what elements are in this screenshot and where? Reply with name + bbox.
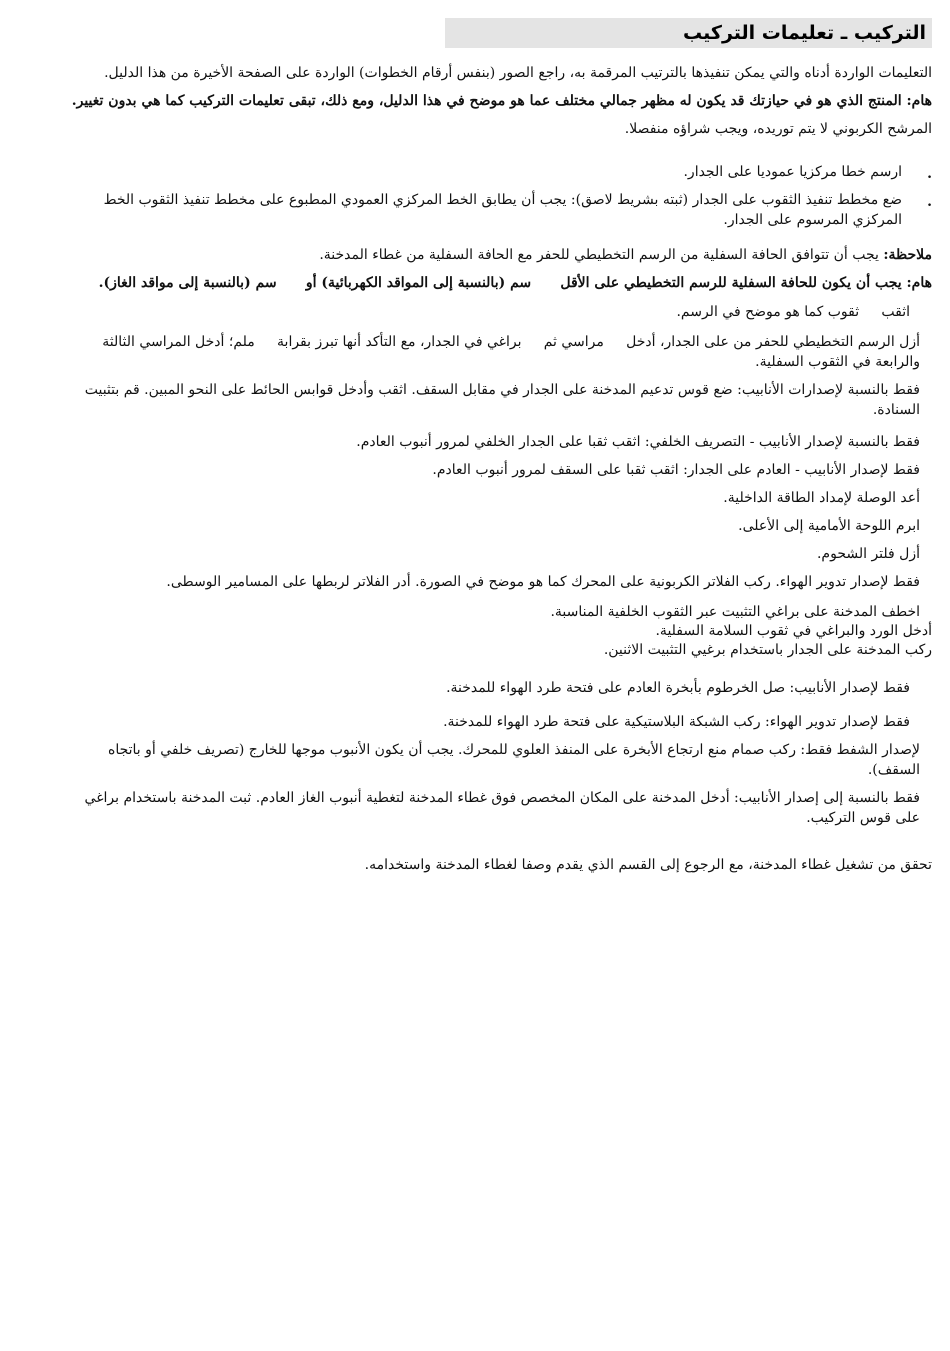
- flush-line: أدخل الورد والبراغي في ثقوب السلامة السفلية.: [655, 623, 932, 639]
- step-item: فقط بالنسبة إلى إصدار الأنابيب: أدخل المدخنة على المكان المخصص فوق غطاء المدخنة لتغطية أنبوب الغاز العادم. ثبت المدخنة باستخدام براغي على قوس التركيب.: [84, 790, 920, 826]
- bullet-dot: .: [927, 166, 932, 182]
- step-item: فقط بالنسبة لإصدار الأنابيب - التصريف الخلفي: اثقب ثقبا على الجدار الخلفي لمرور أنبوب العادم.: [356, 434, 920, 450]
- filter-note: المرشح الكربوني لا يتم توريده، ويجب شراؤه منفصلا.: [624, 121, 932, 137]
- step-item: أعد الوصلة لإمداد الطاقة الداخلية.: [723, 490, 920, 506]
- step-item: أزل فلتر الشحوم.: [816, 546, 920, 562]
- important-height-notice: هام: يجب أن يكون للحافة السفلية للرسم التخطيطي على الأقل سم (بالنسبة إلى المواقد الكهربائية) أو سم (بالنسبة إلى مواقد الغاز).: [98, 275, 932, 291]
- note-line: [20, 246, 932, 265]
- step-item: فقط لإصدار الأنابيب - العادم على الجدار: اثقب ثقبا على السقف لمرور أنبوب العادم.: [432, 462, 920, 478]
- step-item: فقط لإصدار الأنابيب: صل الخرطوم بأبخرة العادم على فتحة طرد الهواء للمدخنة.: [446, 680, 910, 696]
- section-header: [445, 18, 932, 48]
- bullet-dot: .: [927, 194, 932, 210]
- bullet-item: [20, 162, 932, 184]
- note-label: ملاحظة:: [883, 247, 932, 263]
- important-notice: هام: المنتج الذي هو في حيازتك قد يكون له مظهر جمالي مختلف عما هو موضح في هذا الدليل، ومع ذلك، تبقى تعليمات التركيب كما هي بدون تغيير.: [71, 93, 932, 109]
- intro-paragraph: التعليمات الواردة أدناه والتي يمكن تنفيذها بالترتيب المرقمة به، راجع الصور (بنفس أرقام الخطوات) الواردة على الصفحة الأخيرة من هذا الدليل.: [104, 65, 932, 81]
- step-item: ابرم اللوحة الأمامية إلى الأعلى.: [738, 518, 920, 534]
- bullet-text: ارسم خطا مركزيا عموديا على الجدار.: [683, 164, 902, 180]
- step-item: فقط لإصدار تدوير الهواء: ركب الشبكة البلاستيكية على فتحة طرد الهواء للمدخنة.: [443, 714, 910, 730]
- step-item: لإصدار الشفط فقط: ركب صمام منع ارتجاع الأبخرة على المنفذ العلوي للمحرك. يجب أن يكون الأنبوب موجها للخارج (تصريف خلفي أو باتجاه السقف).: [108, 742, 920, 778]
- bullet-item: [20, 190, 932, 234]
- step-item: اخطف المدخنة على براغي التثبيت عبر الثقوب الخلفية المناسبة.: [550, 604, 920, 620]
- note-text: يجب أن تتوافق الحافة السفلية من الرسم التخطيطي للحفر مع الحافة السفلية من غطاء المدخنة.: [319, 247, 884, 263]
- bullet-text: ضع مخطط تنفيذ الثقوب على الجدار (ثبته بشريط لاصق): يجب أن يطابق الخط المركزي العمودي المطبوع على مخطط تنفيذ الثقوب الخط المركزي المرسوم على الجدار.: [103, 192, 902, 228]
- closing-line: تحقق من تشغيل غطاء المدخنة، مع الرجوع إلى القسم الذي يقدم وصفا لغطاء المدخنة واستخدامه.: [364, 857, 932, 873]
- flush-line: ركب المدخنة على الجدار باستخدام برغيي التثبيت الاثنين.: [603, 642, 932, 658]
- step-item: اثقب ثقوب كما هو موضح في الرسم.: [676, 304, 910, 320]
- step-item: فقط بالنسبة لإصدارات الأنابيب: ضع قوس تدعيم المدخنة على الجدار في مقابل السقف. اثقب وأدخل قوابس الحائط على النحو المبين. قم بتثبيت السنادة.: [84, 382, 920, 418]
- step-item: فقط لإصدار تدوير الهواء. ركب الفلاتر الكربونية على المحرك كما هو موضح في الصورة. أدر الفلاتر لربطها على المسامير الوسطى.: [166, 574, 920, 590]
- section-title: التركيب ـ تعليمات التركيب: [683, 21, 926, 44]
- step-item: أزل الرسم التخطيطي للحفر من على الجدار، أدخل مراسي ثم براغي في الجدار، مع التأكد أنها تبرز بقرابة ملم؛ أدخل المراسي الثالثة والرابعة في الثقوب السفلية.: [97, 334, 920, 370]
